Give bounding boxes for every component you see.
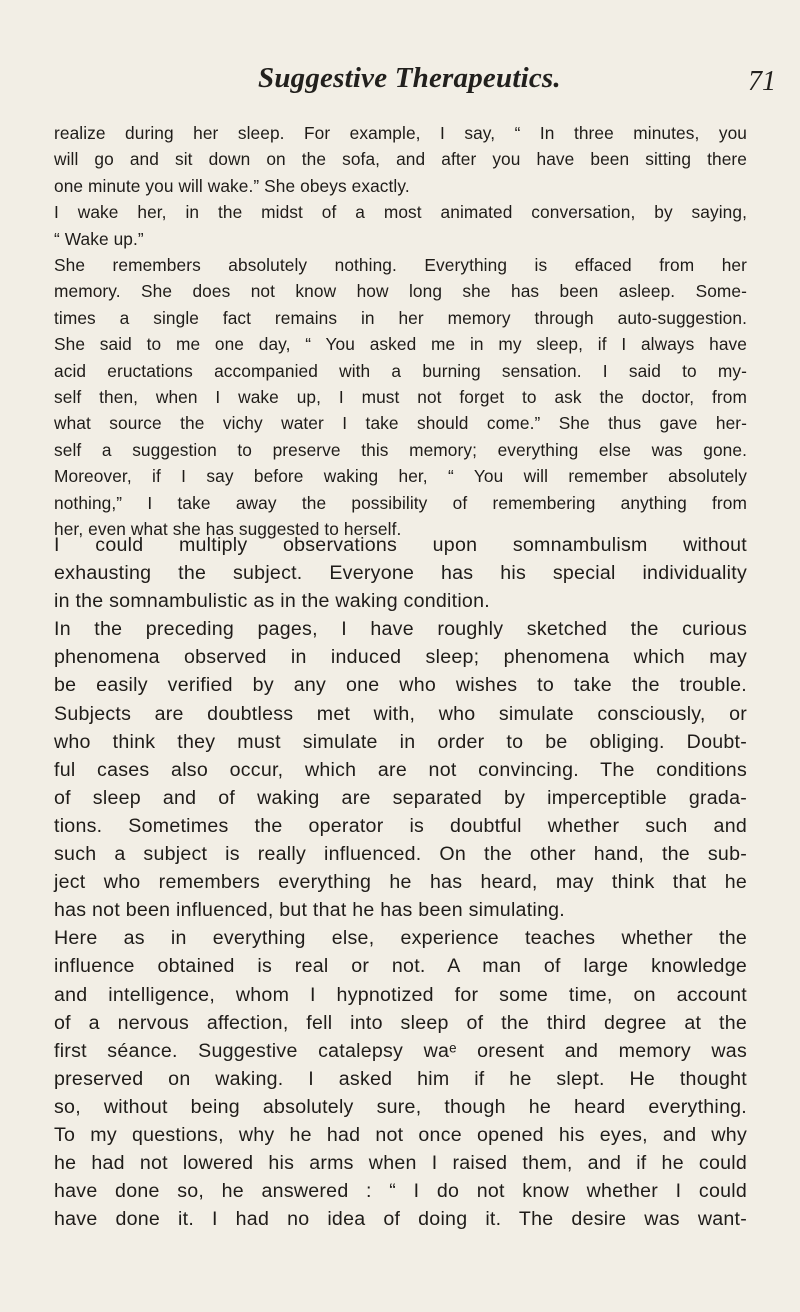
text-line: have done it. I had no idea of doing it. The desire was want- bbox=[54, 1208, 747, 1231]
text-line: one minute you will wake.” She obeys exactly. bbox=[54, 175, 410, 196]
text-line: Here as in everything else, experience teaches whether the bbox=[54, 927, 747, 950]
text-line: so, without being absolutely sure, though he heard everything. bbox=[54, 1095, 747, 1118]
text-line: I wake her, in the midst of a most animated conversation, by saying, bbox=[54, 202, 747, 223]
text-line: self then, when I wake up, I must not forget to ask the doctor, from bbox=[54, 387, 747, 408]
text-line: will go and sit down on the sofa, and after you have been sitting there bbox=[54, 149, 747, 170]
text-line: first séance. Suggestive catalepsy waᵉ oresent and memory was bbox=[54, 1039, 747, 1062]
text-line: of a nervous affection, fell into sleep of the third degree at the bbox=[54, 1011, 747, 1034]
text-line: be easily verified by any one who wishes to take the trouble. bbox=[54, 674, 747, 697]
text-line: have done so, he answered : “ I do not know whether I could bbox=[54, 1180, 747, 1203]
text-line: memory. She does not know how long she has been asleep. Some- bbox=[54, 281, 747, 302]
page-number: 71 bbox=[748, 66, 776, 97]
text-line: has not been influenced, but that he has been simulating. bbox=[54, 899, 565, 922]
text-block-small bbox=[54, 120, 747, 543]
text-line: what source the vichy water I take should come.” She thus gave her- bbox=[54, 413, 747, 434]
text-line: Subjects are doubtless met with, who simulate consciously, or bbox=[54, 702, 747, 725]
text-line: To my questions, why he had not once opened his eyes, and why bbox=[54, 1123, 747, 1146]
text-line: acid eructations accompanied with a burning sensation. I said to my- bbox=[54, 360, 747, 381]
text-line: “ Wake up.” bbox=[54, 228, 144, 249]
text-line: influence obtained is real or not. A man of large knowledge bbox=[54, 955, 747, 978]
text-line: such a subject is really influenced. On the other hand, the sub- bbox=[54, 843, 747, 866]
text-line: She remembers absolutely nothing. Everything is effaced from her bbox=[54, 255, 747, 276]
text-line: he had not lowered his arms when I raised them, and if he could bbox=[54, 1152, 747, 1175]
text-line: ful cases also occur, which are not convincing. The conditions bbox=[54, 758, 747, 781]
text-line: exhausting the subject. Everyone has his special individuality bbox=[54, 562, 747, 585]
text-line: self a suggestion to preserve this memory; everything else was gone. bbox=[54, 439, 747, 460]
running-title: Suggestive Therapeutics. bbox=[258, 62, 561, 94]
text-line: nothing,” I take away the possibility of remembering anything from bbox=[54, 492, 747, 513]
text-line: who think they must simulate in order to be obliging. Doubt- bbox=[54, 730, 747, 753]
text-line: realize during her sleep. For example, I say, “ In three minutes, you bbox=[54, 123, 747, 143]
text-line: times a single fact remains in her memory through auto-suggestion. bbox=[54, 307, 747, 328]
text-line: in the somnambulistic as in the waking condition. bbox=[54, 590, 490, 613]
text-line: of sleep and of waking are separated by imperceptible grada- bbox=[54, 786, 747, 809]
text-line: In the preceding pages, I have roughly sketched the curious bbox=[54, 618, 747, 641]
text-block-large bbox=[54, 531, 747, 1233]
text-line: She said to me one day, “ You asked me in my sleep, if I always have bbox=[54, 334, 747, 355]
text-line: her, even what she has suggested to herself. bbox=[54, 519, 402, 540]
text-line: ject who remembers everything he has heard, may think that he bbox=[54, 871, 747, 894]
running-head bbox=[0, 60, 800, 104]
text-line: tions. Sometimes the operator is doubtful whether such and bbox=[54, 814, 747, 837]
text-line: preserved on waking. I asked him if he slept. He thought bbox=[54, 1067, 747, 1090]
text-line: Moreover, if I say before waking her, “ You will remember absolutely bbox=[54, 466, 747, 487]
text-line: and intelligence, whom I hypnotized for some time, on account bbox=[54, 983, 747, 1006]
text-line: I could multiply observations upon somnambulism without bbox=[54, 534, 747, 556]
text-line: phenomena observed in induced sleep; phenomena which may bbox=[54, 646, 747, 669]
